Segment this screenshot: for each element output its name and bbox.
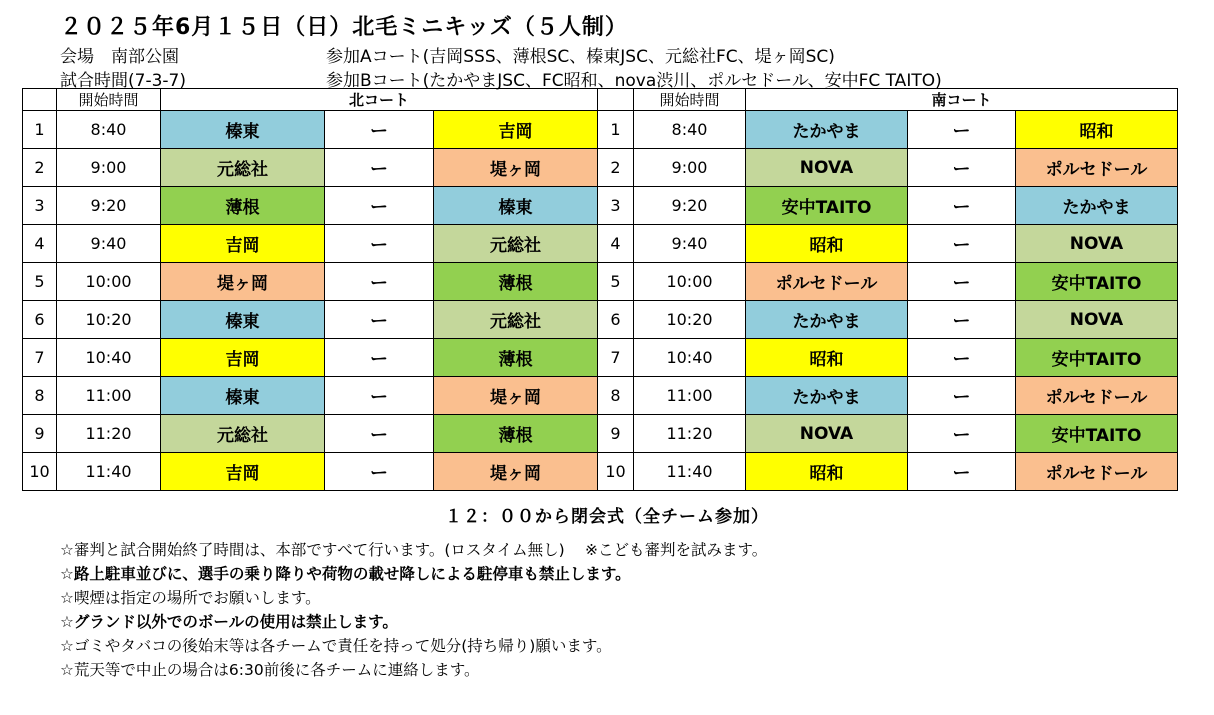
south-home-team: たかやま	[746, 301, 908, 339]
match-number-south: 6	[598, 301, 634, 339]
north-home-team: 薄根	[161, 187, 325, 225]
versus-dash: ー	[325, 225, 434, 263]
south-home-team: NOVA	[746, 415, 908, 453]
versus-dash: ー	[325, 187, 434, 225]
start-time-south: 10:20	[634, 301, 746, 339]
start-time-south: 10:00	[634, 263, 746, 301]
start-time-south: 9:40	[634, 225, 746, 263]
start-time-south: 9:00	[634, 149, 746, 187]
start-time-north: 11:40	[57, 453, 161, 491]
table-row	[23, 225, 1178, 263]
versus-dash: ー	[908, 453, 1016, 491]
start-time-south: 10:40	[634, 339, 746, 377]
start-time-north: 8:40	[57, 111, 161, 149]
match-number-north: 3	[23, 187, 57, 225]
versus-dash: ー	[908, 377, 1016, 415]
south-away-team: 昭和	[1016, 111, 1178, 149]
court-a-participants: 参加Aコート(吉岡SSS、薄根SC、榛東JSC、元総社FC、堤ヶ岡SC)	[326, 47, 835, 67]
south-away-team: NOVA	[1016, 301, 1178, 339]
note-item: ☆グランド以外でのボールの使用は禁止します。	[60, 613, 398, 631]
north-away-team: 元総社	[434, 301, 598, 339]
table-row	[23, 149, 1178, 187]
south-away-team: 安中TAITO	[1016, 339, 1178, 377]
north-home-team: 榛東	[161, 301, 325, 339]
north-home-team: 榛東	[161, 377, 325, 415]
header-north-court: 北コート	[161, 89, 598, 111]
header-start-time-south: 開始時間	[634, 89, 746, 111]
header-row	[23, 89, 1178, 111]
versus-dash: ー	[325, 339, 434, 377]
south-home-team: ポルセドール	[746, 263, 908, 301]
start-time-north: 9:00	[57, 149, 161, 187]
versus-dash: ー	[325, 415, 434, 453]
north-away-team: 吉岡	[434, 111, 598, 149]
versus-dash: ー	[325, 453, 434, 491]
north-away-team: 薄根	[434, 339, 598, 377]
start-time-north: 10:40	[57, 339, 161, 377]
table-row	[23, 187, 1178, 225]
start-time-south: 11:40	[634, 453, 746, 491]
match-number-south: 8	[598, 377, 634, 415]
south-away-team: ポルセドール	[1016, 453, 1178, 491]
north-home-team: 元総社	[161, 415, 325, 453]
note-item: ☆審判と試合開始終了時間は、本部ですべて行います。(ロスタイム無し) ※こども審判を試みます。	[60, 541, 768, 559]
match-number-north: 10	[23, 453, 57, 491]
north-away-team: 堤ヶ岡	[434, 453, 598, 491]
table-row	[23, 377, 1178, 415]
south-away-team: 安中TAITO	[1016, 263, 1178, 301]
south-home-team: 昭和	[746, 339, 908, 377]
south-home-team: NOVA	[746, 149, 908, 187]
north-away-team: 元総社	[434, 225, 598, 263]
match-number-north: 2	[23, 149, 57, 187]
header-blank	[598, 89, 634, 111]
versus-dash: ー	[325, 263, 434, 301]
match-number-south: 1	[598, 111, 634, 149]
versus-dash: ー	[908, 225, 1016, 263]
north-home-team: 元総社	[161, 149, 325, 187]
south-home-team: 昭和	[746, 453, 908, 491]
start-time-north: 11:20	[57, 415, 161, 453]
south-away-team: ポルセドール	[1016, 377, 1178, 415]
match-number-north: 6	[23, 301, 57, 339]
south-home-team: たかやま	[746, 377, 908, 415]
header-start-time-north: 開始時間	[57, 89, 161, 111]
north-home-team: 吉岡	[161, 339, 325, 377]
match-number-south: 9	[598, 415, 634, 453]
south-away-team: NOVA	[1016, 225, 1178, 263]
match-number-north: 4	[23, 225, 57, 263]
match-number-north: 9	[23, 415, 57, 453]
start-time-north: 9:20	[57, 187, 161, 225]
match-number-north: 7	[23, 339, 57, 377]
header-blank	[23, 89, 57, 111]
match-time-label: 試合時間(7-3-7)	[60, 71, 186, 91]
table-row	[23, 415, 1178, 453]
match-number-south: 5	[598, 263, 634, 301]
match-number-south: 10	[598, 453, 634, 491]
start-time-north: 10:00	[57, 263, 161, 301]
match-number-south: 7	[598, 339, 634, 377]
south-away-team: たかやま	[1016, 187, 1178, 225]
versus-dash: ー	[325, 111, 434, 149]
note-item: ☆路上駐車並びに、選手の乗り降りや荷物の載せ降しによる駐停車も禁止します。	[60, 565, 631, 583]
court-b-participants: 参加Bコート(たかやまJSC、FC昭和、nova渋川、ポルセドール、安中FC TAITO)	[326, 71, 942, 91]
versus-dash: ー	[325, 301, 434, 339]
north-away-team: 榛東	[434, 187, 598, 225]
table-row	[23, 339, 1178, 377]
versus-dash: ー	[908, 263, 1016, 301]
closing-ceremony: １２：００から閉会式（全チーム参加）	[445, 507, 769, 527]
versus-dash: ー	[908, 415, 1016, 453]
versus-dash: ー	[908, 111, 1016, 149]
table-row	[23, 263, 1178, 301]
table-row	[23, 111, 1178, 149]
note-item: ☆喫煙は指定の場所でお願いします。	[60, 589, 321, 607]
start-time-south: 11:20	[634, 415, 746, 453]
page-title: ２０２５年6月１５日（日）北毛ミニキッズ（５人制）	[60, 15, 628, 40]
notes-list	[60, 538, 767, 682]
note-item: ☆ゴミやタバコの後始末等は各チームで責任を持って処分(持ち帰り)願います。	[60, 637, 612, 655]
start-time-south: 11:00	[634, 377, 746, 415]
start-time-south: 8:40	[634, 111, 746, 149]
match-number-south: 4	[598, 225, 634, 263]
south-home-team: たかやま	[746, 111, 908, 149]
start-time-south: 9:20	[634, 187, 746, 225]
south-home-team: 昭和	[746, 225, 908, 263]
start-time-north: 10:20	[57, 301, 161, 339]
match-number-south: 3	[598, 187, 634, 225]
versus-dash: ー	[325, 149, 434, 187]
match-number-south: 2	[598, 149, 634, 187]
north-home-team: 吉岡	[161, 453, 325, 491]
versus-dash: ー	[908, 339, 1016, 377]
versus-dash: ー	[325, 377, 434, 415]
match-number-north: 8	[23, 377, 57, 415]
versus-dash: ー	[908, 301, 1016, 339]
versus-dash: ー	[908, 187, 1016, 225]
south-away-team: ポルセドール	[1016, 149, 1178, 187]
schedule-table	[22, 88, 1178, 491]
north-away-team: 薄根	[434, 415, 598, 453]
venue-label: 会場 南部公園	[60, 47, 179, 67]
south-away-team: 安中TAITO	[1016, 415, 1178, 453]
start-time-north: 9:40	[57, 225, 161, 263]
start-time-north: 11:00	[57, 377, 161, 415]
match-number-north: 1	[23, 111, 57, 149]
match-number-north: 5	[23, 263, 57, 301]
north-home-team: 榛東	[161, 111, 325, 149]
north-home-team: 堤ヶ岡	[161, 263, 325, 301]
header-south-court: 南コート	[746, 89, 1178, 111]
north-away-team: 堤ヶ岡	[434, 377, 598, 415]
south-home-team: 安中TAITO	[746, 187, 908, 225]
versus-dash: ー	[908, 149, 1016, 187]
table-row	[23, 301, 1178, 339]
north-away-team: 堤ヶ岡	[434, 149, 598, 187]
north-home-team: 吉岡	[161, 225, 325, 263]
note-item: ☆荒天等で中止の場合は6:30前後に各チームに連絡します。	[60, 661, 480, 679]
north-away-team: 薄根	[434, 263, 598, 301]
table-row	[23, 453, 1178, 491]
